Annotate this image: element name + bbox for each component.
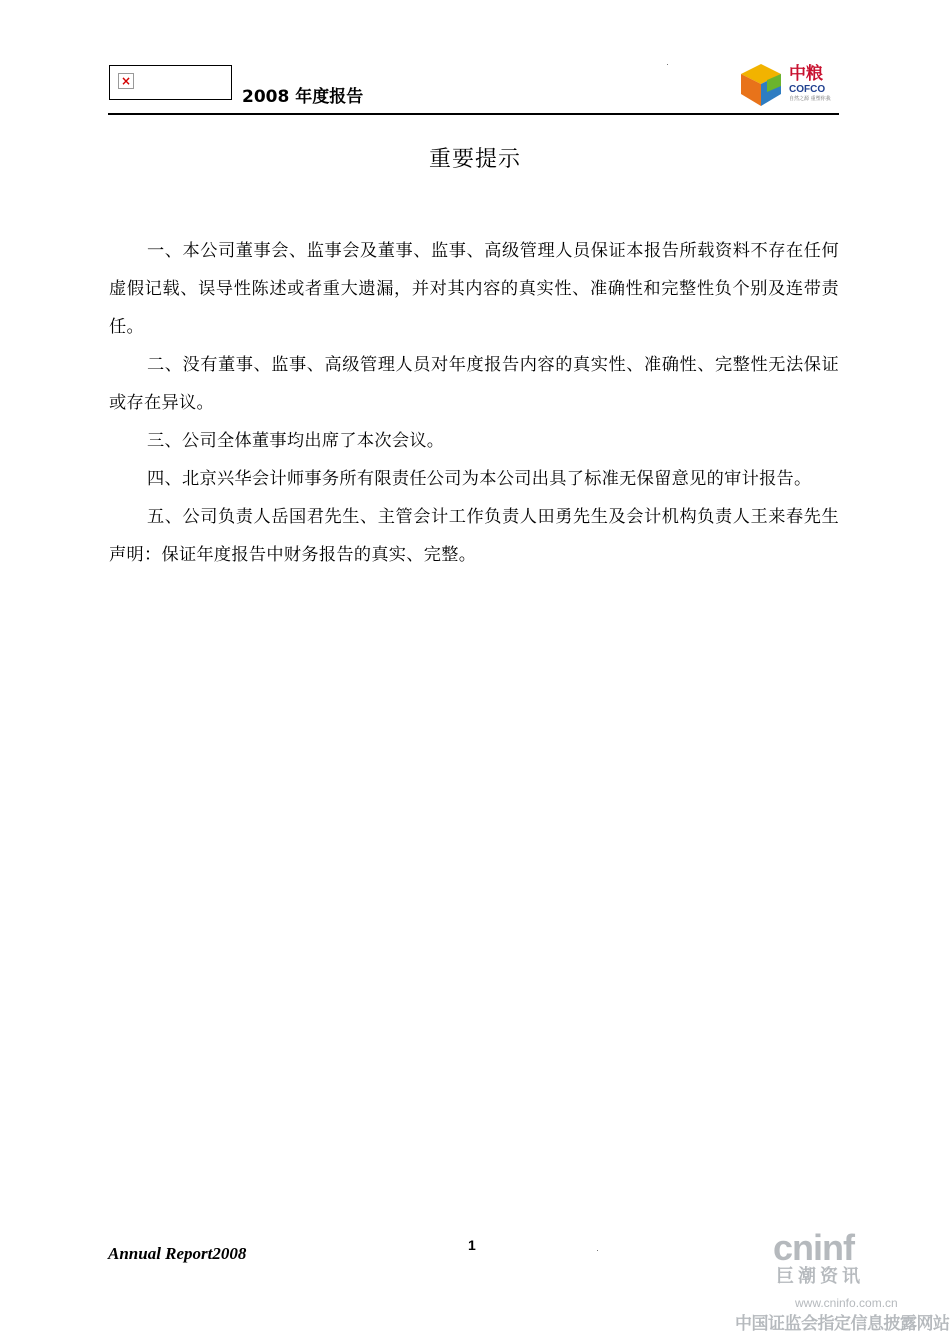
cofco-logo (737, 62, 837, 108)
logo-name-en: COFCO (789, 84, 826, 95)
speck (667, 64, 668, 65)
page-title: 重要提示 (428, 147, 521, 172)
notice-paragraph-2: 二、没有董事、监事、高级管理人员对年度报告内容的真实性、准确性、完整性无法保证或存在异议。 (109, 355, 839, 413)
watermark-url: www.cninfo.com.cn (795, 1296, 898, 1310)
cofco-cube-icon (737, 62, 785, 108)
header-title: 2008 年度报告 (242, 87, 364, 107)
watermark-brand: cninf (773, 1227, 854, 1268)
logo-tagline: 自然之源 重塑你我 (789, 96, 831, 102)
page-number: 1 (468, 1237, 476, 1253)
notice-paragraph-5: 五、公司负责人岳国君先生、主管会计工作负责人田勇先生及会计机构负责人王来春先生声明：保证年度报告中财务报告的真实、完整。 (109, 507, 839, 565)
broken-image-icon: × (118, 73, 134, 89)
speck (597, 1250, 598, 1251)
watermark-brand-cn: 巨潮资讯 (776, 1266, 864, 1287)
logo-name-cn: 中粮 (789, 64, 823, 84)
notice-paragraph-3: 三、公司全体董事均出席了本次会议。 (147, 431, 445, 451)
notice-paragraph-1: 一、本公司董事会、监事会及董事、监事、高级管理人员保证本报告所载资料不存在任何虚假记载、误导性陈述或者重大遗漏，并对其内容的真实性、准确性和完整性负个别及连带责任。 (109, 241, 839, 337)
notice-body (109, 232, 839, 574)
footer-report-label: Annual Report2008 (108, 1244, 247, 1263)
notice-paragraph-4: 四、北京兴华会计师事务所有限责任公司为本公司出具了标准无保留意见的审计报告。 (147, 469, 812, 489)
watermark-site: 中国证监会指定信息披露网站 (735, 1314, 950, 1334)
broken-image-placeholder (109, 65, 232, 100)
header-rule (108, 113, 839, 115)
